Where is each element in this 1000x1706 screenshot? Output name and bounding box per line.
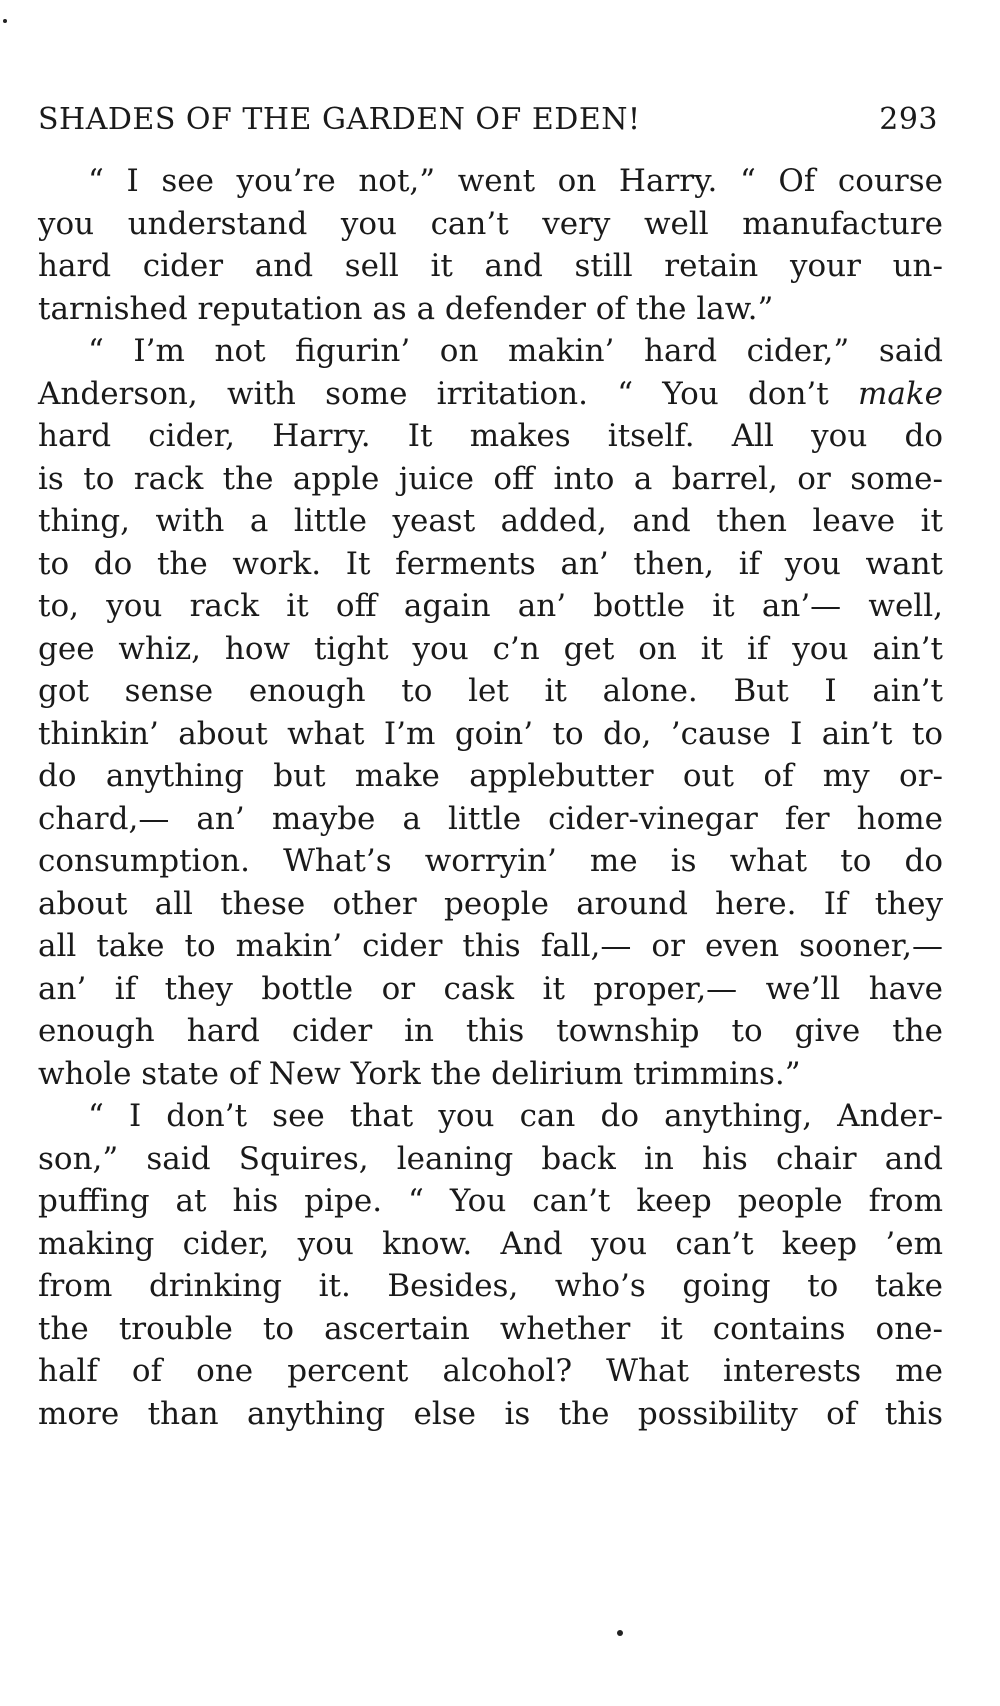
text-line: to do the work. It ferments an’ then, if you want	[38, 545, 943, 582]
text-line: is to rack the apple juice off into a barrel, or some-	[38, 460, 943, 497]
ink-speck	[617, 1630, 623, 1636]
text-line: “ I’m not figurin’ on makin’ hard cider,” said	[88, 333, 943, 369]
text-line: half of one percent alcohol? What interests me	[38, 1353, 943, 1389]
text-line: more than anything else is the possibility of this	[38, 1395, 943, 1432]
running-header	[38, 100, 938, 140]
text-line: all take to makin’ cider this fall,— or even sooner,—	[38, 928, 943, 964]
text-line: hard cider, Harry. It makes itself. All you do	[38, 418, 943, 454]
page-number: 293	[879, 102, 938, 137]
paragraph	[38, 330, 943, 1095]
text-line: about all these other people around here. If they	[38, 885, 943, 922]
text-line: thing, with a little yeast added, and then leave it	[38, 503, 943, 539]
text-line: Anderson, with some irritation. “ You don’t make	[38, 375, 943, 412]
text-line: whole state of New York the delirium trimmins.”	[38, 1055, 801, 1092]
body-text	[38, 160, 943, 1435]
text-line: to, you rack it off again an’ bottle it an’— well,	[38, 588, 943, 624]
text-line: “ I don’t see that you can do anything, Ander-	[88, 1098, 943, 1134]
text-line: chard,— an’ maybe a little cider-vinegar fer home	[38, 800, 943, 837]
text-line: from drinking it. Besides, who’s going to take	[38, 1268, 943, 1304]
text-line: thinkin’ about what I’m goin’ to do, ’cause I ain’t to	[38, 715, 943, 752]
paragraph	[38, 1095, 943, 1435]
text-line: hard cider and sell it and still retain your un-	[38, 248, 943, 284]
text-line: puffing at his pipe. “ You can’t keep people from	[38, 1183, 943, 1219]
text-line: gee whiz, how tight you c’n get on it if you ain’t	[38, 630, 943, 667]
running-title: SHADES OF THE GARDEN OF EDEN!	[38, 102, 641, 137]
text-line: son,” said Squires, leaning back in his chair and	[38, 1140, 943, 1177]
text-line: an’ if they bottle or cask it proper,— we’ll have	[38, 970, 943, 1007]
text-line: making cider, you know. And you can’t keep ’em	[38, 1225, 943, 1262]
paragraph	[38, 160, 943, 330]
text-line: you understand you can’t very well manufacture	[38, 205, 943, 242]
text-line: tarnished reputation as a defender of the law.”	[38, 290, 774, 327]
ink-speck	[3, 19, 7, 23]
text-line: got sense enough to let it alone. But I ain’t	[38, 673, 943, 709]
emphasis: make	[857, 375, 943, 412]
text-line: enough hard cider in this township to give the	[38, 1013, 943, 1049]
text-line: do anything but make applebutter out of my or-	[38, 758, 943, 794]
text-line: the trouble to ascertain whether it contains one-	[38, 1310, 943, 1347]
text-line: “ I see you’re not,” went on Harry. “ Of course	[88, 163, 943, 199]
text-line: consumption. What’s worryin’ me is what to do	[38, 843, 943, 879]
